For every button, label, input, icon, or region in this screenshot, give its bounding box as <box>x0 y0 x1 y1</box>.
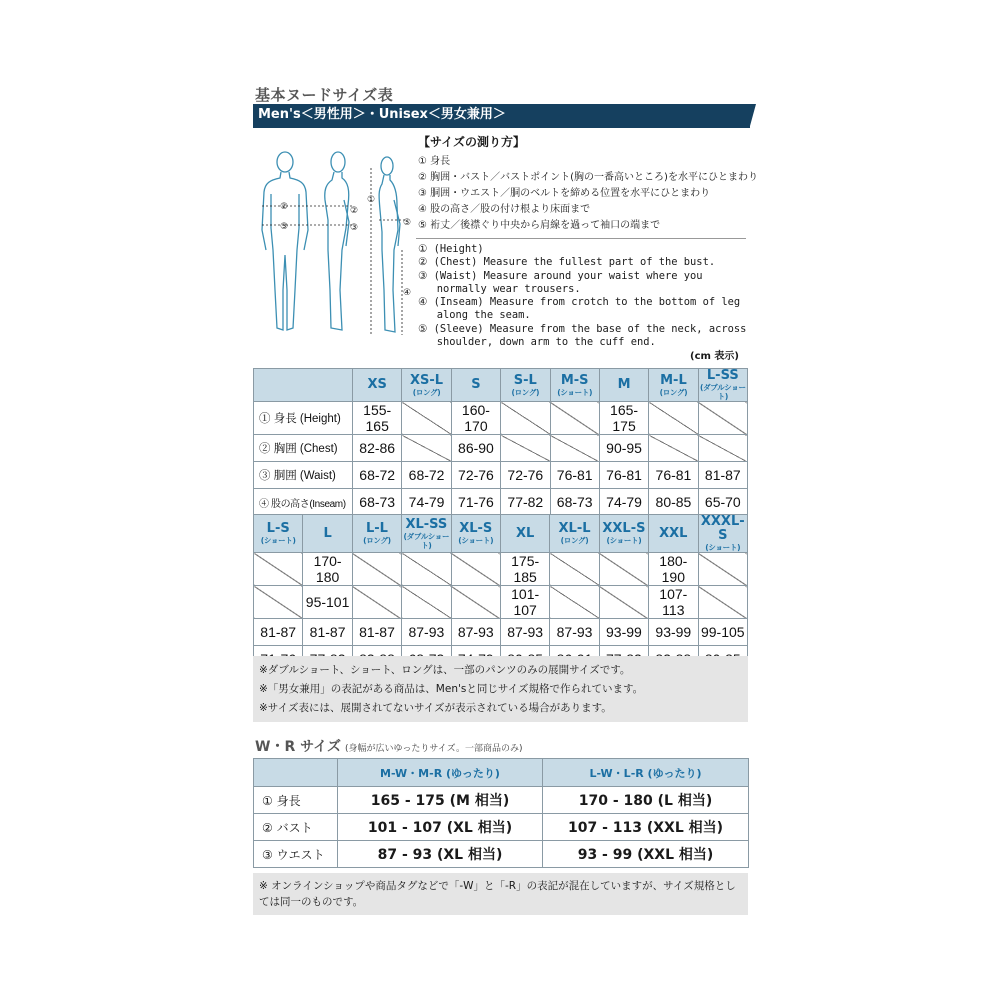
row-label: ① 身長 (Height) <box>254 402 353 435</box>
figure-label-2-side: ② <box>349 206 359 216</box>
page-title: 基本ヌードサイズ表 <box>255 86 394 104</box>
size-value-cell: 74-79 <box>402 489 451 516</box>
blank-cell <box>254 586 303 619</box>
size-value-cell: 65-70 <box>698 489 747 516</box>
size-header-main: XL-L <box>558 521 591 536</box>
note-line: ※「男女兼用」の表記がある商品は、Men'sと同じサイズ規格で作られています。 <box>259 683 644 695</box>
blank-cell <box>402 586 451 619</box>
guide-en-item: ① (Height) <box>418 243 484 255</box>
blank-cell <box>550 586 599 619</box>
size-value-cell: 90-95 <box>599 435 648 462</box>
guide-jp-list <box>418 154 758 234</box>
blank-cell <box>501 435 550 462</box>
wr-title-text: W・R サイズ <box>255 739 341 755</box>
wr-header-empty <box>254 759 338 787</box>
size-value-cell: 81-87 <box>254 619 303 646</box>
wr-row-label: ② バスト <box>254 814 338 841</box>
size-value-cell: 74-79 <box>599 489 648 516</box>
size-value-cell: 160-170 <box>451 402 500 435</box>
size-value-cell: 72-76 <box>501 462 550 489</box>
wr-subtitle: (身幅が広いゆったりサイズ。一部商品のみ) <box>344 744 523 754</box>
table-row <box>254 586 748 619</box>
size-header <box>451 515 500 553</box>
guide-en-item: shoulder, down arm to the cuff end. <box>418 336 656 349</box>
size-header-sub: (ロング) <box>363 536 391 545</box>
size-header-main: XL <box>515 525 535 541</box>
figure-label-2-front: ② <box>279 202 289 212</box>
body-measurement-figures <box>258 150 418 340</box>
size-header <box>599 369 648 402</box>
size-value-cell: 101-107 <box>500 586 549 619</box>
blank-cell <box>599 586 648 619</box>
wr-section-title <box>255 736 522 756</box>
table-row <box>254 489 748 516</box>
size-value-cell: 87-93 <box>402 619 451 646</box>
wr-cell: 107 - 113 (XXL 相当) <box>543 814 749 841</box>
size-value-cell: 71-76 <box>451 489 500 516</box>
size-header-sub: (ショート) <box>606 536 642 545</box>
size-value-cell: 68-73 <box>353 489 402 516</box>
wr-row-label: ③ ウエスト <box>254 841 338 868</box>
guide-en-item: ④ (Inseam) Measure from crotch to the bottom of leg <box>418 296 741 309</box>
blank-cell <box>550 553 599 586</box>
guide-jp-item: ④ 股の高さ／股の付け根より床面まで <box>418 204 591 215</box>
blank-cell <box>451 553 500 586</box>
blank-cell <box>698 553 747 586</box>
size-header-main: XXXL-S <box>700 514 745 543</box>
blank-cell <box>254 553 303 586</box>
size-header-sub: (ショート) <box>557 387 593 397</box>
guide-en-item: ③ (Waist) Measure around your waist where you <box>418 269 703 282</box>
size-value-cell: 68-72 <box>402 462 451 489</box>
wr-note: ※ オンラインショップや商品タグなどで「-W」と「-R」の表記が混在していますが、サイズ規格としては同一のものです。 <box>253 873 748 915</box>
figure-label-3-front: ③ <box>279 222 289 232</box>
size-header-sub: (ロング) <box>560 536 589 545</box>
size-header-main: L-SS <box>706 368 739 383</box>
size-header-main: L <box>323 525 332 541</box>
size-header-sub: (ダブルショート) <box>403 531 450 550</box>
banner-rule <box>253 126 750 128</box>
size-header-main: XS-L <box>410 372 444 388</box>
figure-label-4: ④ <box>402 288 412 298</box>
row-label: ④ 股の高さ(Inseam) <box>254 489 353 516</box>
figure-label-5: ⑤ <box>402 218 412 228</box>
unit-label: (cm 表示) <box>690 351 739 362</box>
table-row <box>254 841 749 868</box>
guide-heading: 【サイズの測り方】 <box>418 135 526 149</box>
size-value-cell: 76-81 <box>599 462 648 489</box>
size-value-cell: 81-87 <box>698 462 747 489</box>
size-value-cell: 72-76 <box>451 462 500 489</box>
wr-cell: 87 - 93 (XL 相当) <box>338 841 543 868</box>
size-header <box>599 515 648 553</box>
size-header <box>303 515 352 553</box>
measure-lines <box>262 168 408 335</box>
size-header <box>649 369 698 402</box>
size-value-cell: 68-72 <box>353 462 402 489</box>
table-row <box>254 787 749 814</box>
size-value-cell: 87-93 <box>500 619 549 646</box>
size-value-cell: 87-93 <box>550 619 599 646</box>
blank-cell <box>599 553 648 586</box>
guide-en-item: ⑤ (Sleeve) Measure from the base of the neck, across <box>418 322 747 335</box>
guide-jp-item: ⑤ 裄丈／後襟ぐり中央から肩線を過って袖口の端まで <box>418 220 661 231</box>
blank-cell <box>451 586 500 619</box>
size-header-main: S-L <box>513 372 537 388</box>
size-header-sub: (ショート) <box>458 536 494 545</box>
size-value-cell: 81-87 <box>303 619 352 646</box>
side-figure <box>325 152 349 330</box>
table-row <box>254 619 748 646</box>
blank-cell <box>352 553 401 586</box>
size-header-sub: (ショート) <box>705 543 741 552</box>
guide-en-list <box>418 243 750 349</box>
size-table-2 <box>253 514 748 673</box>
wr-cell: 165 - 175 (M 相当) <box>338 787 543 814</box>
size-header <box>402 369 451 402</box>
row-label: ② 胸囲 (Chest) <box>254 435 353 462</box>
size-header <box>500 515 549 553</box>
size-header <box>451 369 500 402</box>
wr-header-l: L-W・L-R (ゆったり) <box>543 759 749 787</box>
size-header <box>698 369 747 402</box>
blank-cell <box>649 435 698 462</box>
size-value-cell: 175-185 <box>500 553 549 586</box>
size-header <box>698 515 747 553</box>
size-header-sub: (ロング) <box>511 387 540 397</box>
guide-jp-item: ③ 胴囲・ウエスト／胴のベルトを締める位置を水平にひとまわり <box>418 188 711 199</box>
row-label: ③ 胴囲 (Waist) <box>254 462 353 489</box>
wr-cell: 170 - 180 (L 相当) <box>543 787 749 814</box>
wr-cell: 101 - 107 (XL 相当) <box>338 814 543 841</box>
front-figure <box>262 152 308 330</box>
size-header <box>352 515 401 553</box>
figure-label-3-side: ③ <box>349 223 359 233</box>
wr-header-m: M-W・M-R (ゆったり) <box>338 759 543 787</box>
size-value-cell: 180-190 <box>649 553 698 586</box>
size-header-main: S <box>471 377 481 392</box>
size-header-main: M <box>617 377 631 392</box>
header-empty-cell <box>254 369 353 402</box>
note-line: ※サイズ表には、展開されてないサイズが表示されている場合があります。 <box>259 702 612 714</box>
size-header-main: XL-S <box>459 521 493 536</box>
wr-size-table <box>253 758 749 868</box>
blank-cell <box>550 402 599 435</box>
blank-cell <box>402 435 451 462</box>
size-header <box>501 369 550 402</box>
table-row <box>254 553 748 586</box>
size-header-main: M-S <box>560 372 589 388</box>
size-header-main: XL-SS <box>405 516 448 532</box>
size-value-cell: 99-105 <box>698 619 747 646</box>
size-value-cell: 80-85 <box>649 489 698 516</box>
blank-cell <box>402 402 451 435</box>
guide-jp-item: ② 胸囲・バスト／バストポイント(胸の一番高いところ)を水平にひとまわり <box>418 172 758 183</box>
size-value-cell: 76-81 <box>649 462 698 489</box>
size-header-sub: (ロング) <box>412 387 441 397</box>
blank-cell <box>550 435 599 462</box>
category-banner: Men's＜男性用＞・Unisex＜男女兼用＞ <box>253 104 750 126</box>
size-header-main: XS <box>367 377 387 392</box>
size-header-main: XXL <box>659 525 688 541</box>
table-row <box>254 435 748 462</box>
size-value-cell: 82-86 <box>353 435 402 462</box>
size-header <box>402 515 451 553</box>
size-header-sub: (ショート) <box>260 536 296 545</box>
blank-cell <box>698 435 747 462</box>
blank-cell <box>352 586 401 619</box>
size-value-cell: 93-99 <box>599 619 648 646</box>
blank-cell <box>501 402 550 435</box>
table-row <box>254 814 749 841</box>
size-header-main: L-S <box>266 521 290 536</box>
note-line: ※ダブルショート、ショート、ロングは、一部のパンツのみの展開サイズです。 <box>259 664 631 676</box>
notes-box <box>253 656 748 722</box>
size-header-sub: (ロング) <box>659 387 688 397</box>
size-header-sub: (ダブルショート) <box>699 383 746 401</box>
size-table-1 <box>253 368 748 516</box>
size-header-main: XXL-S <box>602 521 646 536</box>
size-value-cell: 107-113 <box>649 586 698 619</box>
size-value-cell: 165-175 <box>599 402 648 435</box>
blank-cell <box>698 586 747 619</box>
guide-en-item: along the seam. <box>418 309 531 322</box>
size-header <box>649 515 698 553</box>
size-header <box>353 369 402 402</box>
guide-en-item: normally wear trousers. <box>418 282 581 295</box>
size-header <box>254 515 303 553</box>
size-value-cell: 86-90 <box>451 435 500 462</box>
size-value-cell: 170-180 <box>303 553 352 586</box>
size-header-main: M-L <box>660 372 687 388</box>
blank-cell <box>698 402 747 435</box>
blank-cell <box>402 553 451 586</box>
wr-cell: 93 - 99 (XXL 相当) <box>543 841 749 868</box>
guide-en-item: ② (Chest) Measure the fullest part of the bust. <box>418 256 716 269</box>
blank-cell <box>649 402 698 435</box>
size-value-cell: 155-165 <box>353 402 402 435</box>
size-value-cell: 95-101 <box>303 586 352 619</box>
table-row <box>254 462 748 489</box>
size-header-main: L-L <box>365 521 388 536</box>
back-figure <box>379 157 400 332</box>
guide-divider <box>416 238 746 239</box>
wr-row-label: ① 身長 <box>254 787 338 814</box>
measurement-guide <box>418 133 758 349</box>
size-value-cell: 93-99 <box>649 619 698 646</box>
size-value-cell: 68-73 <box>550 489 599 516</box>
size-value-cell: 87-93 <box>451 619 500 646</box>
size-value-cell: 76-81 <box>550 462 599 489</box>
size-value-cell: 81-87 <box>352 619 401 646</box>
size-value-cell: 77-82 <box>501 489 550 516</box>
size-header <box>550 515 599 553</box>
figure-label-1: ① <box>366 195 376 205</box>
guide-jp-item: ① 身長 <box>418 156 451 167</box>
table-row <box>254 402 748 435</box>
size-header <box>550 369 599 402</box>
